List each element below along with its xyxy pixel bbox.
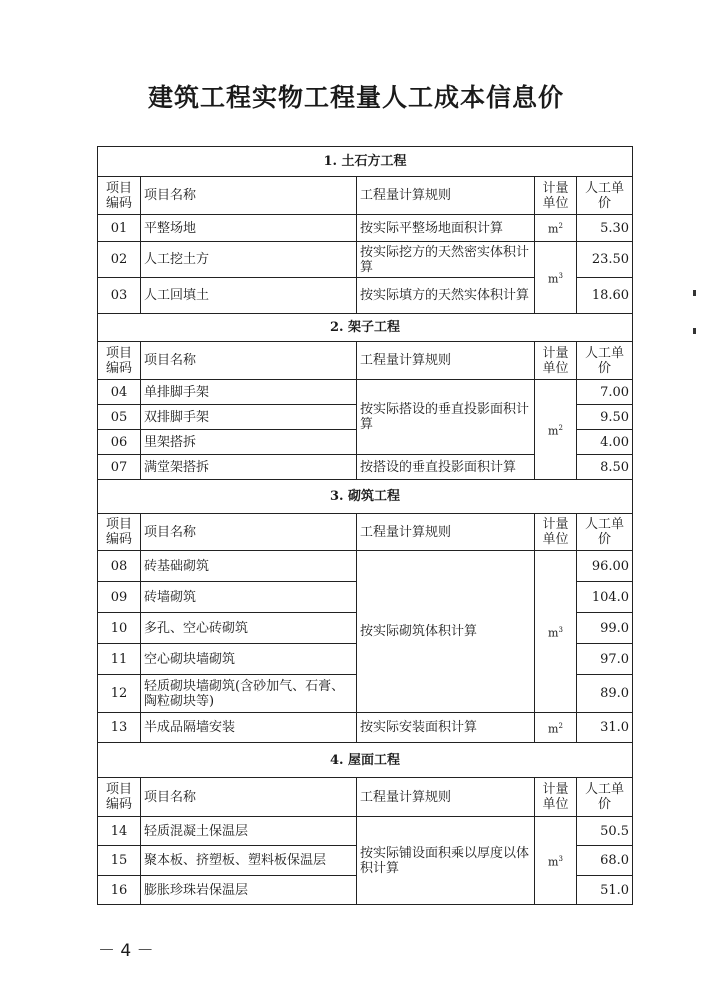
table-row [98, 551, 633, 582]
unit-exponent: 2 [558, 423, 563, 432]
unit-exponent: 3 [558, 625, 563, 634]
header-rule: 工程量计算规则 [357, 778, 535, 817]
cell-price: 18.60 [577, 278, 633, 314]
cell-price: 99.0 [577, 613, 633, 644]
header-price: 人工单价 [577, 778, 633, 817]
header-rule: 工程量计算规则 [357, 177, 535, 215]
header-row [98, 778, 633, 817]
section-header [98, 743, 633, 778]
cell-name: 轻质砌块墙砌筑(含砂加气、石膏、陶粒砌块等) [141, 675, 357, 713]
cell-price: 7.00 [577, 380, 633, 405]
header-price: 人工单价 [577, 342, 633, 380]
cell-name: 满堂架搭拆 [141, 455, 357, 480]
cost-table [97, 146, 633, 905]
header-code: 项目编码 [98, 342, 141, 380]
unit-base: m [548, 272, 559, 286]
header-name: 项目名称 [141, 342, 357, 380]
cell-code: 05 [98, 405, 141, 430]
section-title: 2. 架子工程 [98, 314, 633, 342]
header-unit: 计量单位 [535, 514, 577, 551]
cell-code: 10 [98, 613, 141, 644]
cell-code: 09 [98, 582, 141, 613]
unit-base: m [548, 722, 559, 736]
unit-exponent: 2 [558, 721, 563, 730]
cell-code: 01 [98, 215, 141, 242]
cell-code: 07 [98, 455, 141, 480]
table-row [98, 380, 633, 405]
cell-price: 4.00 [577, 430, 633, 455]
section-title: 4. 屋面工程 [98, 743, 633, 778]
header-name: 项目名称 [141, 514, 357, 551]
header-code: 项目编码 [98, 514, 141, 551]
cell-name: 聚本板、挤塑板、塑料板保温层 [141, 846, 357, 876]
unit-base: m [548, 222, 559, 236]
table-row [98, 713, 633, 743]
cell-price: 96.00 [577, 551, 633, 582]
cell-code: 04 [98, 380, 141, 405]
cell-price: 97.0 [577, 644, 633, 675]
section-header [98, 480, 633, 514]
cell-price: 68.0 [577, 846, 633, 876]
cell-rule: 按实际搭设的垂直投影面积计算 [357, 380, 535, 455]
header-rule: 工程量计算规则 [357, 514, 535, 551]
header-row [98, 177, 633, 215]
table-row [98, 215, 633, 242]
section-header [98, 147, 633, 177]
unit-base: m [548, 855, 559, 869]
cell-name: 双排脚手架 [141, 405, 357, 430]
cell-price: 31.0 [577, 713, 633, 743]
cell-name: 单排脚手架 [141, 380, 357, 405]
page-number: － 4 － [98, 941, 154, 961]
cell-code: 12 [98, 675, 141, 713]
cell-name: 轻质混凝土保温层 [141, 817, 357, 846]
cell-price: 23.50 [577, 242, 633, 278]
cell-code: 11 [98, 644, 141, 675]
cell-name: 半成品隔墙安装 [141, 713, 357, 743]
cell-rule: 按搭设的垂直投影面积计算 [357, 455, 535, 480]
cell-rule: 按实际填方的天然实体积计算 [357, 278, 535, 314]
header-price: 人工单价 [577, 514, 633, 551]
cell-code: 03 [98, 278, 141, 314]
cell-price: 9.50 [577, 405, 633, 430]
cell-code: 15 [98, 846, 141, 876]
unit-exponent: 3 [558, 854, 563, 863]
header-name: 项目名称 [141, 778, 357, 817]
cell-unit [535, 817, 577, 905]
unit-base: m [548, 424, 559, 438]
header-code: 项目编码 [98, 177, 141, 215]
cell-unit [535, 215, 577, 242]
cell-price: 5.30 [577, 215, 633, 242]
cell-rule: 按实际砌筑体积计算 [357, 551, 535, 713]
table-row [98, 242, 633, 278]
cell-name: 膨胀珍珠岩保温层 [141, 876, 357, 905]
scan-mark [693, 290, 696, 296]
cell-price: 8.50 [577, 455, 633, 480]
header-code: 项目编码 [98, 778, 141, 817]
unit-base: m [548, 626, 559, 640]
cell-price: 50.5 [577, 817, 633, 846]
header-unit: 计量单位 [535, 778, 577, 817]
cell-price: 51.0 [577, 876, 633, 905]
cell-name: 多孔、空心砖砌筑 [141, 613, 357, 644]
scan-mark [693, 328, 696, 334]
section-title: 3. 砌筑工程 [98, 480, 633, 514]
cell-name: 人工挖土方 [141, 242, 357, 278]
cell-name: 人工回填土 [141, 278, 357, 314]
page-title: 建筑工程实物工程量人工成本信息价 [147, 83, 564, 112]
header-unit: 计量单位 [535, 342, 577, 380]
header-row [98, 342, 633, 380]
table-row [98, 817, 633, 846]
cell-unit [535, 713, 577, 743]
cell-code: 16 [98, 876, 141, 905]
header-unit: 计量单位 [535, 177, 577, 215]
cell-code: 08 [98, 551, 141, 582]
cell-name: 砖基础砌筑 [141, 551, 357, 582]
cell-name: 里架搭拆 [141, 430, 357, 455]
cell-rule: 按实际安装面积计算 [357, 713, 535, 743]
cell-name: 砖墙砌筑 [141, 582, 357, 613]
cell-price: 89.0 [577, 675, 633, 713]
cell-price: 104.0 [577, 582, 633, 613]
cell-name: 空心砌块墙砌筑 [141, 644, 357, 675]
cell-code: 02 [98, 242, 141, 278]
header-price: 人工单价 [577, 177, 633, 215]
header-row [98, 514, 633, 551]
unit-exponent: 3 [558, 271, 563, 280]
section-title: 1. 土石方工程 [98, 147, 633, 177]
section-header [98, 314, 633, 342]
header-name: 项目名称 [141, 177, 357, 215]
cell-code: 13 [98, 713, 141, 743]
cell-rule: 按实际铺设面积乘以厚度以体积计算 [357, 817, 535, 905]
cell-rule: 按实际平整场地面积计算 [357, 215, 535, 242]
cell-unit [535, 551, 577, 713]
header-rule: 工程量计算规则 [357, 342, 535, 380]
cell-unit [535, 380, 577, 480]
cell-unit [535, 242, 577, 314]
cell-name: 平整场地 [141, 215, 357, 242]
cell-code: 06 [98, 430, 141, 455]
cell-code: 14 [98, 817, 141, 846]
cell-rule: 按实际挖方的天然密实体积计算 [357, 242, 535, 278]
unit-exponent: 2 [558, 222, 563, 231]
